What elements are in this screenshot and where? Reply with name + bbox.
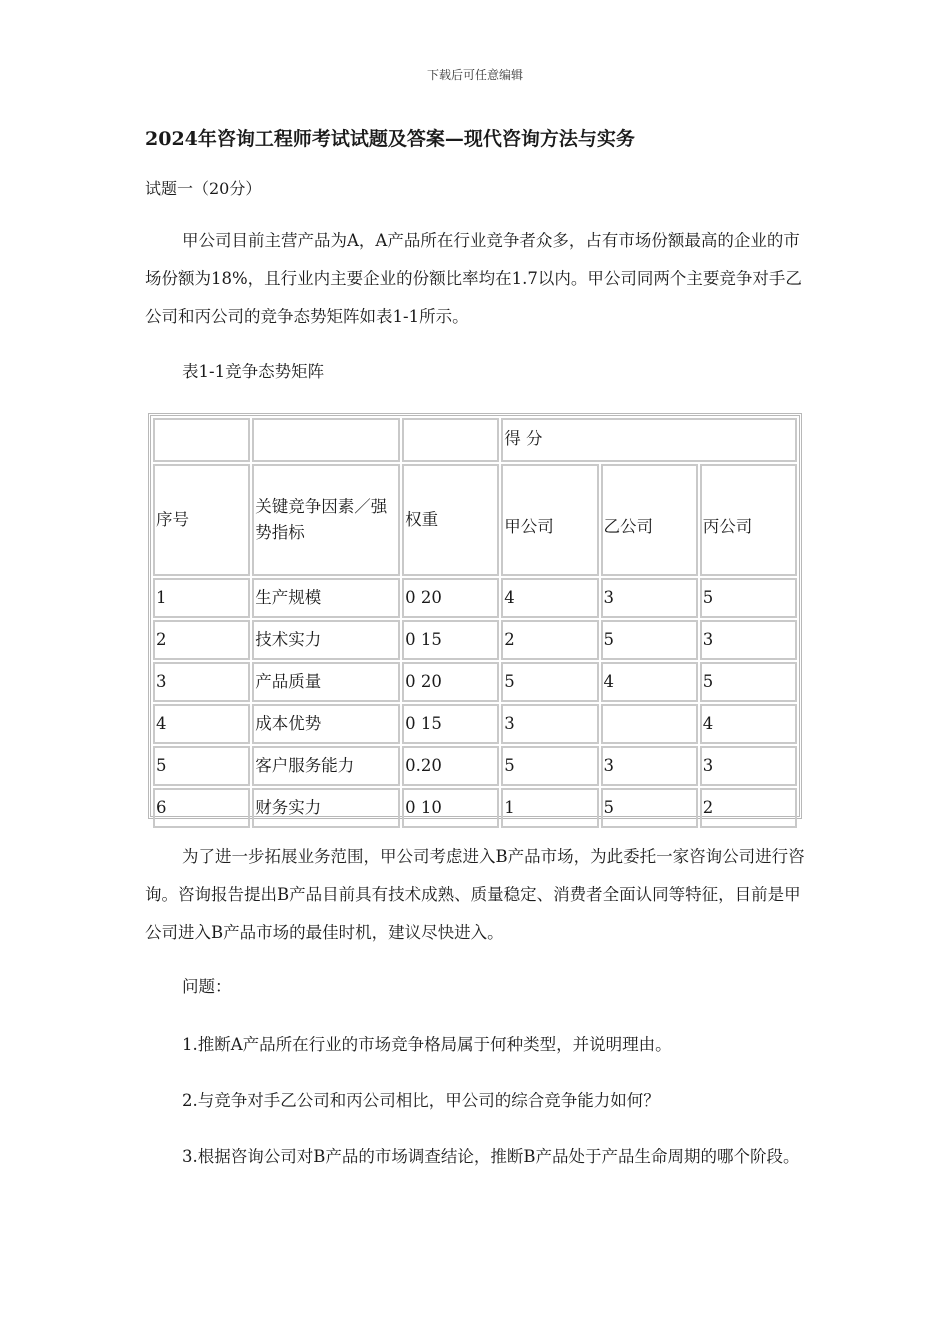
- cell-factor: 生产规模: [252, 578, 400, 618]
- cell-factor: 产品质量: [252, 662, 400, 702]
- cell-score-b: 5: [601, 788, 698, 828]
- cell-score-a: 5: [501, 662, 598, 702]
- cell-factor: 客户服务能力: [252, 746, 400, 786]
- col-header-company-b: 乙公司: [601, 464, 698, 576]
- table-row: [153, 788, 797, 828]
- header-empty-cell: [402, 418, 499, 462]
- table-row: [153, 746, 797, 786]
- table-row: [153, 704, 797, 744]
- header-empty-cell: [252, 418, 400, 462]
- question-2: 2.与竞争对手乙公司和丙公司相比，甲公司的综合竞争能力如何？: [182, 1091, 660, 1110]
- cell-score-c: 2: [700, 788, 797, 828]
- paragraph-intro: 甲公司目前主营产品为A，A产品所在行业竞争者众多，占有市场份额最高的企业的市场份额为18%，且行业内主要企业的份额比率均在1.7以内。甲公司同两个主要竞争对手乙公司和丙公司的竞争态势矩阵如表1-1所示。: [145, 231, 802, 326]
- col-header-company-a: 甲公司: [501, 464, 598, 576]
- cell-score-c: 3: [700, 620, 797, 660]
- paragraph-background: 为了进一步拓展业务范围，甲公司考虑进入B产品市场，为此委托一家咨询公司进行咨询。咨询报告提出B产品目前具有技术成熟、质量稳定、消费者全面认同等特征，目前是甲公司进入B产品市场的最佳时机，建议尽快进入。: [145, 847, 805, 942]
- col-header-weight: 权重: [402, 464, 499, 576]
- cell-score-b: 3: [601, 746, 698, 786]
- cell-weight: 0 10: [402, 788, 499, 828]
- cell-score-a: 2: [501, 620, 598, 660]
- cell-index: 1: [153, 578, 250, 618]
- cell-index: 4: [153, 704, 250, 744]
- header-note: 下载后可任意编辑: [426, 68, 523, 82]
- competition-matrix-table: [148, 413, 802, 819]
- cell-score-a: 4: [501, 578, 598, 618]
- cell-score-b: 4: [601, 662, 698, 702]
- cell-score-c: 4: [700, 704, 797, 744]
- cell-weight: 0 20: [402, 662, 499, 702]
- question-1: 1.推断A产品所在行业的市场竞争格局属于何种类型，并说明理由。: [182, 1035, 672, 1054]
- cell-score-c: 3: [700, 746, 797, 786]
- table-row: [153, 578, 797, 618]
- cell-weight: 0 20: [402, 578, 499, 618]
- header-empty-cell: [153, 418, 250, 462]
- cell-score-c: 5: [700, 578, 797, 618]
- cell-score-a: 5: [501, 746, 598, 786]
- cell-score-c: 5: [700, 662, 797, 702]
- cell-score-a: 3: [501, 704, 598, 744]
- cell-weight: 0 15: [402, 620, 499, 660]
- cell-weight: 0 15: [402, 704, 499, 744]
- cell-index: 3: [153, 662, 250, 702]
- question-3: 3.根据咨询公司对B产品的市场调查结论，推断B产品处于产品生命周期的哪个阶段。: [182, 1147, 800, 1166]
- col-header-factor: 关键竞争因素／强势指标: [252, 464, 400, 576]
- cell-weight: 0.20: [402, 746, 499, 786]
- question-heading: 试题一（20分）: [145, 179, 262, 198]
- cell-factor: 财务实力: [252, 788, 400, 828]
- col-header-company-c: 丙公司: [700, 464, 797, 576]
- cell-index: 6: [153, 788, 250, 828]
- table-row: [153, 662, 797, 702]
- cell-score-b: [601, 704, 698, 744]
- cell-score-a: 1: [501, 788, 598, 828]
- score-header: 得 分: [501, 418, 797, 462]
- questions-label: 问题：: [182, 977, 232, 996]
- document-title: 2024年咨询工程师考试试题及答案—现代咨询方法与实务: [145, 128, 635, 150]
- cell-factor: 技术实力: [252, 620, 400, 660]
- cell-factor: 成本优势: [252, 704, 400, 744]
- cell-index: 5: [153, 746, 250, 786]
- cell-score-b: 5: [601, 620, 698, 660]
- cell-score-b: 3: [601, 578, 698, 618]
- cell-index: 2: [153, 620, 250, 660]
- table-row: [153, 620, 797, 660]
- table-caption: 表1-1竞争态势矩阵: [182, 362, 325, 381]
- col-header-index: 序号: [153, 464, 250, 576]
